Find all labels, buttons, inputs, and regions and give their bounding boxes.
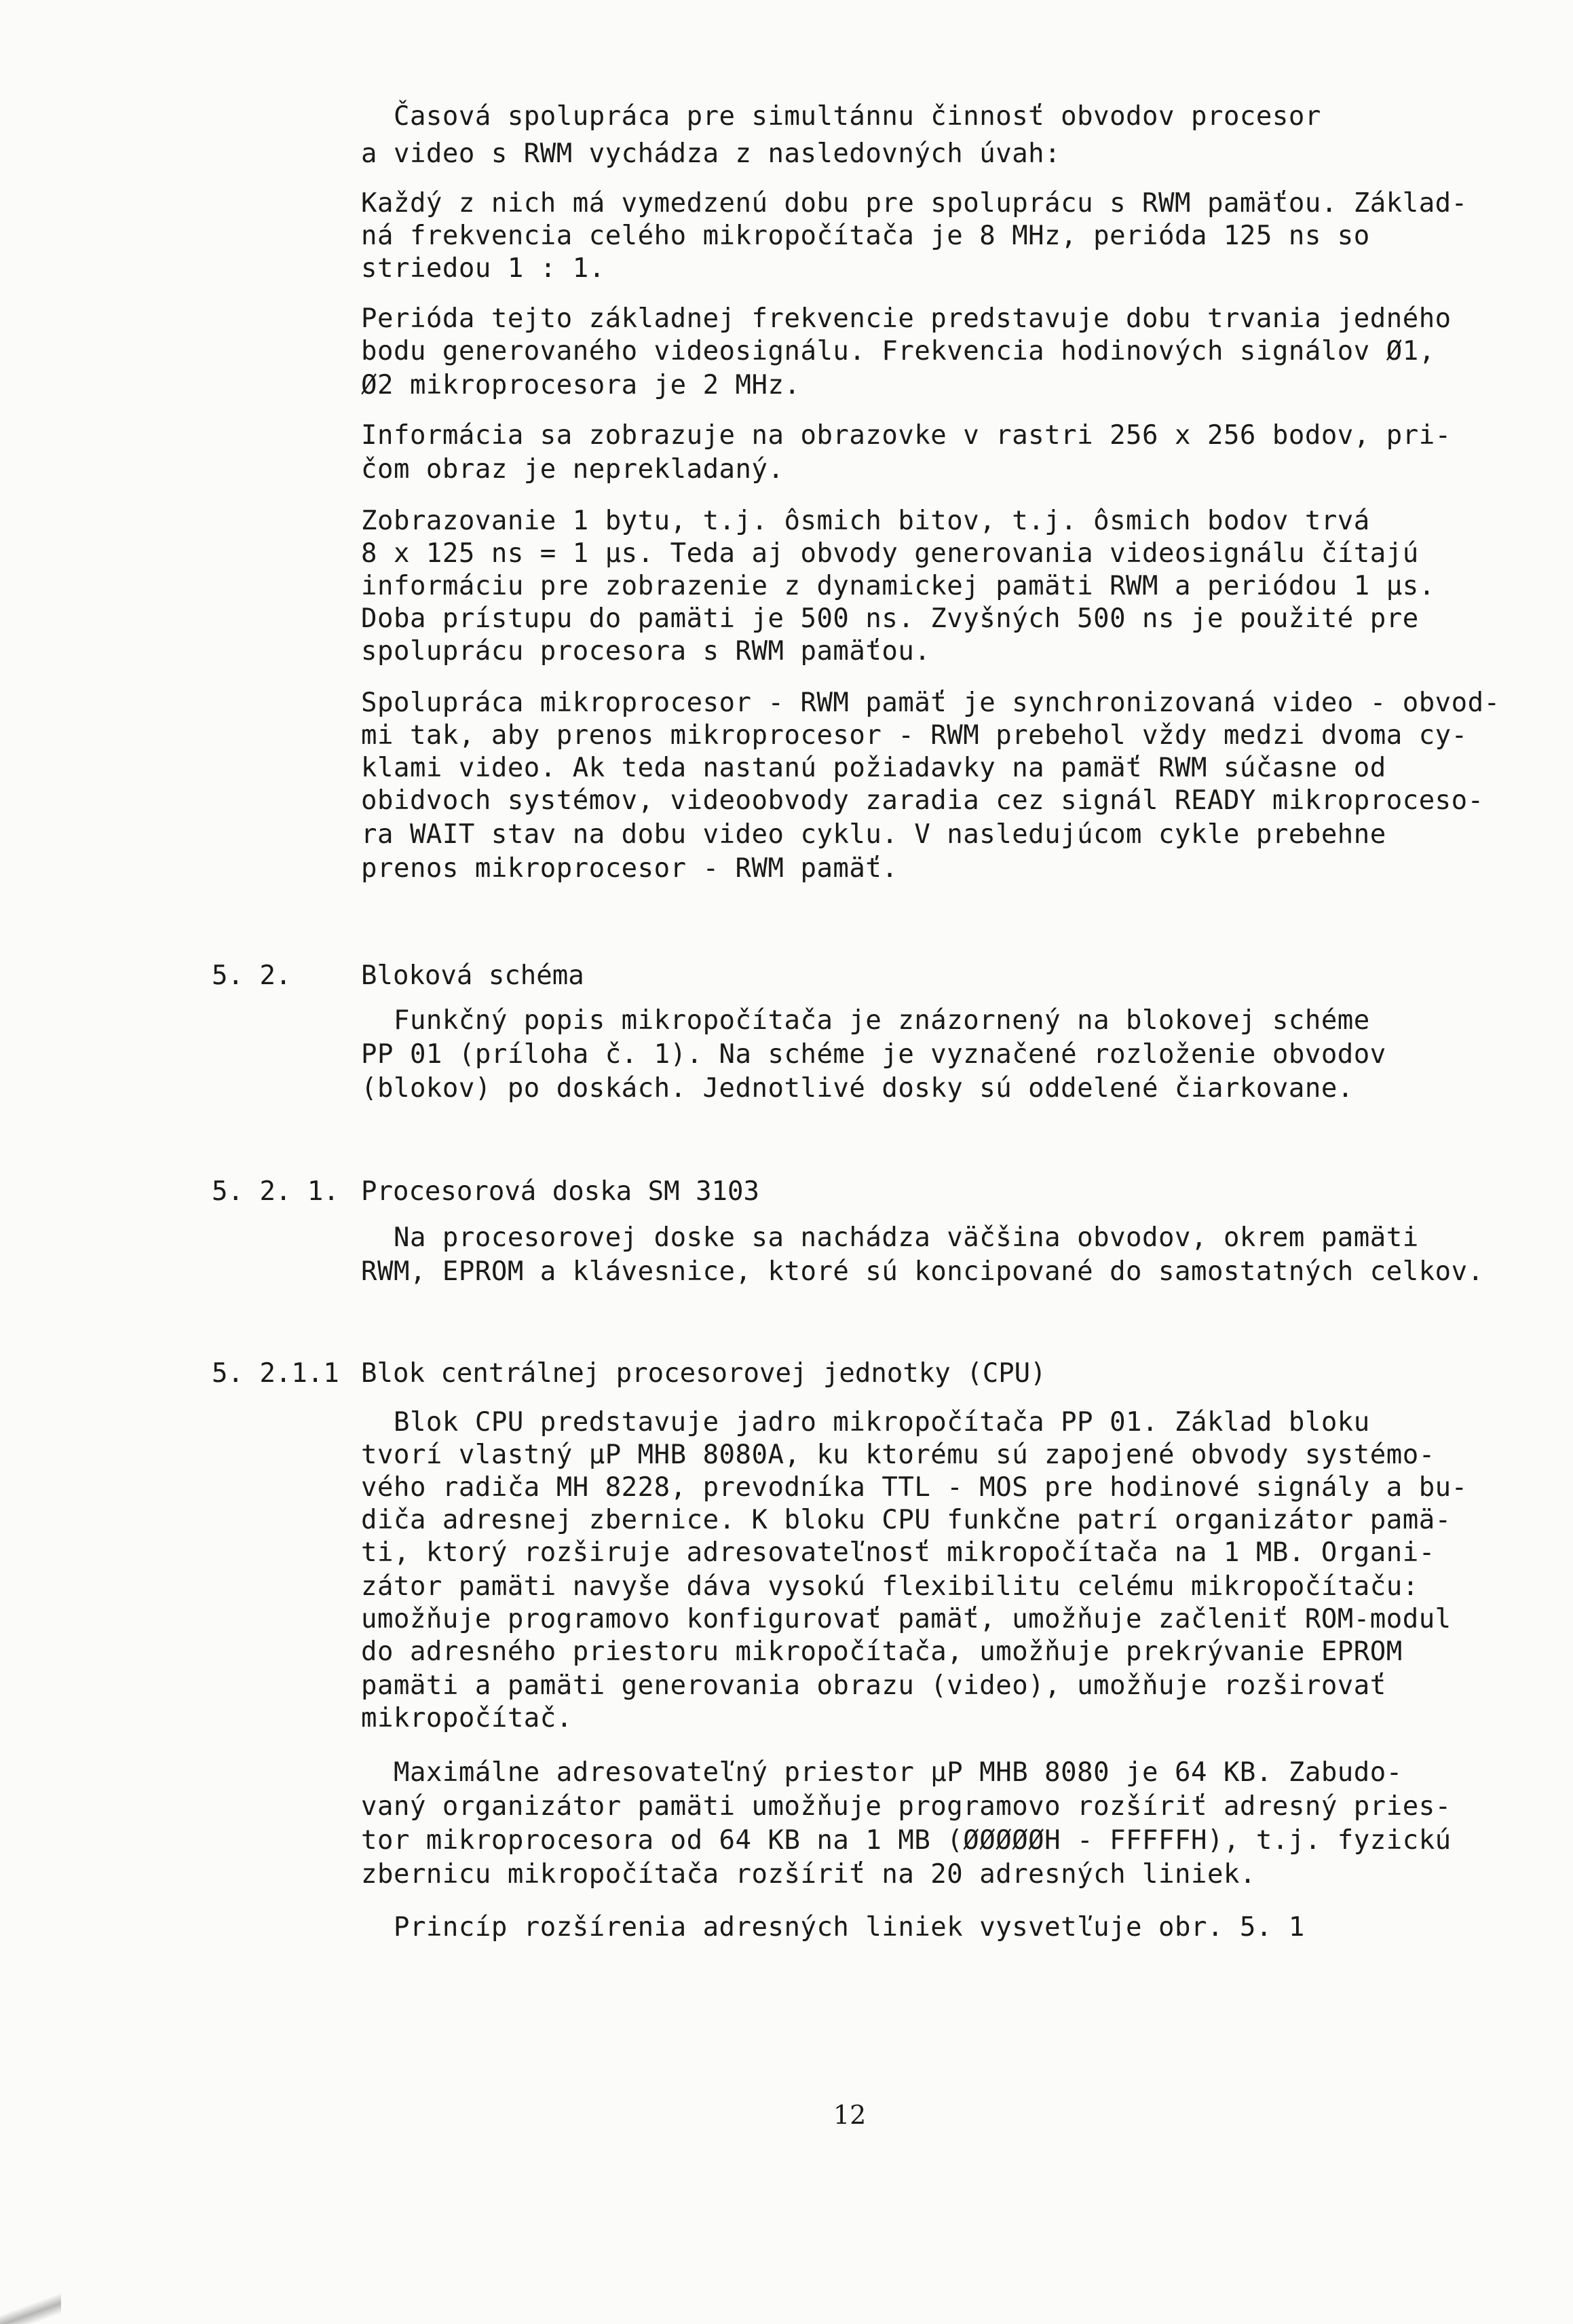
text-line: klami video. Ak teda nastanú požiadavky na pamäť RWM súčasne od bbox=[361, 753, 1386, 783]
scan-artifact bbox=[0, 2294, 61, 2324]
text-line: Maximálne adresovateľný priestor µP MHB 8080 je 64 KB. Zabudo- bbox=[361, 1757, 1403, 1788]
text-line: čom obraz je neprekladaný. bbox=[361, 454, 784, 485]
text-line: zátor pamäti navyše dáva vysokú flexibilitu celému mikropočítaču: bbox=[361, 1571, 1419, 1602]
section-number: 5. 2. bbox=[212, 960, 292, 991]
text-line: tor mikroprocesora od 64 KB na 1 MB (ØØØØØH - FFFFFH), t.j. fyzickú bbox=[361, 1825, 1452, 1856]
text-line: Informácia sa zobrazuje na obrazovke v rastri 256 x 256 bodov, pri- bbox=[361, 420, 1452, 451]
text-line: PP 01 (príloha č. 1). Na schéme je vyznačené rozloženie obvodov bbox=[361, 1039, 1386, 1070]
text-line: vaný organizátor pamäti umožňuje programovo rozšíriť adresný pries- bbox=[361, 1791, 1452, 1822]
text-line: ná frekvencia celého mikropočítača je 8 MHz, perióda 125 ns so bbox=[361, 221, 1370, 251]
text-line: ti, ktorý rozširuje adresovateľnosť mikropočítača na 1 MB. Organi- bbox=[361, 1537, 1435, 1568]
text-line: Na procesorovej doske sa nachádza väčšina obvodov, okrem pamäti bbox=[361, 1222, 1419, 1253]
section-title: Procesorová doska SM 3103 bbox=[361, 1176, 759, 1207]
text-line: obidvoch systémov, videoobvody zaradia cez signál READY mikroproceso- bbox=[361, 785, 1484, 816]
text-line: (blokov) po doskách. Jednotlivé dosky sú oddelené čiarkovane. bbox=[361, 1073, 1354, 1104]
text-line: Blok CPU predstavuje jadro mikropočítača PP 01. Základ bloku bbox=[361, 1407, 1370, 1438]
text-line: tvorí vlastný µP MHB 8080A, ku ktorému sú zapojené obvody systémo- bbox=[361, 1440, 1435, 1470]
text-line: prenos mikroprocesor - RWM pamäť. bbox=[361, 853, 898, 884]
text-line: informáciu pre zobrazenie z dynamickej pamäti RWM a periódou 1 µs. bbox=[361, 571, 1435, 601]
text-line: RWM, EPROM a klávesnice, ktoré sú koncipované do samostatných celkov. bbox=[361, 1256, 1484, 1287]
text-line: umožňuje programovo konfigurovať pamäť, umožňuje začleniť ROM-modul bbox=[361, 1604, 1452, 1634]
text-line: 8 x 125 ns = 1 µs. Teda aj obvody generovania videosignálu čítajú bbox=[361, 538, 1419, 569]
text-line: diča adresnej zbernice. K bloku CPU funkčne patrí organizátor pamä- bbox=[361, 1505, 1452, 1535]
text-line: Funkčný popis mikropočítača je znázornený na blokovej schéme bbox=[361, 1005, 1370, 1036]
text-line: bodu generovaného videosignálu. Frekvencia hodinových signálov Ø1, bbox=[361, 336, 1435, 367]
text-line: Každý z nich má vymedzenú dobu pre spoluprácu s RWM pamäťou. Základ- bbox=[361, 188, 1468, 219]
text-line: pamäti a pamäti generovania obrazu (video), umožňuje rozširovať bbox=[361, 1670, 1386, 1701]
text-line: ra WAIT stav na dobu video cyklu. V nasledujúcom cykle prebehne bbox=[361, 819, 1386, 850]
text-line: mikropočítač. bbox=[361, 1703, 573, 1733]
text-line: Ø2 mikroprocesora je 2 MHz. bbox=[361, 370, 801, 400]
text-line: zbernicu mikropočítača rozšíriť na 20 adresných liniek. bbox=[361, 1859, 1256, 1890]
section-title: Bloková schéma bbox=[361, 960, 584, 991]
section-title: Blok centrálnej procesorovej jednotky (CPU) bbox=[361, 1358, 1046, 1389]
section-number: 5. 2. 1. bbox=[212, 1176, 339, 1207]
text-line: Doba prístupu do pamäti je 500 ns. Zvyšných 500 ns je použité pre bbox=[361, 603, 1419, 634]
text-line: mi tak, aby prenos mikroprocesor - RWM prebehol vždy medzi dvoma cy- bbox=[361, 720, 1468, 751]
text-line: do adresného priestoru mikropočítača, umožňuje prekrývanie EPROM bbox=[361, 1636, 1403, 1667]
text-line: vého radiča MH 8228, prevodníka TTL - MOS pre hodinové signály a bu- bbox=[361, 1472, 1468, 1503]
text-line: Spolupráca mikroprocesor - RWM pamäť je synchronizovaná video - obvod- bbox=[361, 688, 1500, 718]
page-number: 12 bbox=[833, 2100, 867, 2130]
text-line: Princíp rozšírenia adresných liniek vysvetľuje obr. 5. 1 bbox=[361, 1912, 1305, 1943]
text-line: Zobrazovanie 1 bytu, t.j. ôsmich bitov, t.j. ôsmich bodov trvá bbox=[361, 506, 1370, 536]
text-line: Časová spolupráca pre simultánnu činnosť obvodov procesor bbox=[361, 101, 1321, 132]
text-line: Perióda tejto základnej frekvencie predstavuje dobu trvania jedného bbox=[361, 303, 1452, 334]
text-line: striedou 1 : 1. bbox=[361, 253, 605, 284]
section-number: 5. 2.1.1 bbox=[212, 1358, 339, 1389]
text-line: a video s RWM vychádza z nasledovných úvah: bbox=[361, 138, 1061, 169]
text-line: spoluprácu procesora s RWM pamäťou. bbox=[361, 636, 931, 667]
